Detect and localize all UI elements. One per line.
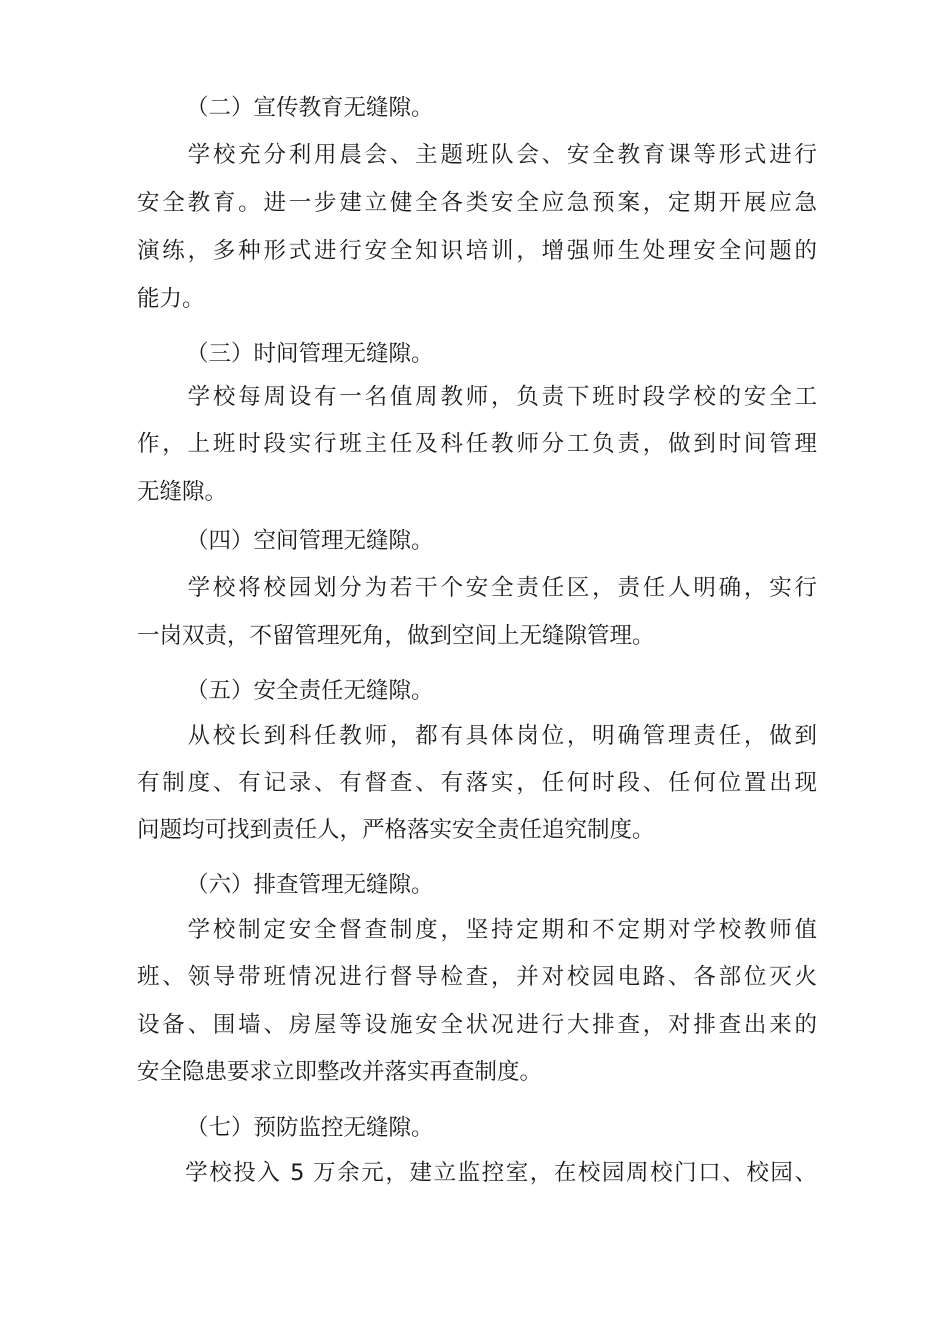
section-heading: （二）宣传教育无缝隙。 — [186, 95, 434, 121]
paragraph-line: 无缝隙。 — [137, 479, 228, 505]
paragraph-line: 问题均可找到责任人，严格落实安全责任追究制度。 — [137, 817, 655, 843]
paragraph-line: 学校投入 5 万余元，建立监控室，在校园周校门口、校园、 — [137, 1160, 817, 1186]
paragraph-line: 学校制定安全督查制度，坚持定期和不定期对学校教师值 — [137, 917, 817, 943]
paragraph-line: 作，上班时段实行班主任及科任教师分工负责，做到时间管理 — [137, 431, 817, 457]
section-heading: （四）空间管理无缝隙。 — [186, 528, 434, 554]
paragraph-line: 设备、围墙、房屋等设施安全状况进行大排查，对排查出来的 — [137, 1012, 817, 1038]
paragraph-line: 有制度、有记录、有督查、有落实，任何时段、任何位置出现 — [137, 770, 817, 796]
paragraph-line: 演练，多种形式进行安全知识培训，增强师生处理安全问题的 — [137, 238, 817, 264]
paragraph-line: 安全隐患要求立即整改并落实再查制度。 — [137, 1059, 543, 1085]
section-heading: （三）时间管理无缝隙。 — [186, 341, 434, 367]
section-heading: （七）预防监控无缝隙。 — [186, 1115, 434, 1141]
paragraph-line: 从校长到科任教师，都有具体岗位，明确管理责任，做到 — [137, 723, 817, 749]
paragraph-line: 班、领导带班情况进行督导检查，并对校园电路、各部位灭火 — [137, 964, 817, 990]
paragraph-line: 学校将校园划分为若干个安全责任区，责任人明确，实行 — [137, 575, 817, 601]
section-heading: （六）排查管理无缝隙。 — [186, 872, 434, 898]
paragraph-line: 安全教育。进一步建立健全各类安全应急预案，定期开展应急 — [137, 190, 817, 216]
paragraph-line: 一岗双责，不留管理死角，做到空间上无缝隙管理。 — [137, 623, 655, 649]
paragraph-line: 学校每周设有一名值周教师，负责下班时段学校的安全工 — [137, 384, 817, 410]
paragraph-line: 学校充分利用晨会、主题班队会、安全教育课等形式进行 — [137, 142, 817, 168]
paragraph-line: 能力。 — [137, 286, 205, 312]
section-heading: （五）安全责任无缝隙。 — [186, 678, 434, 704]
